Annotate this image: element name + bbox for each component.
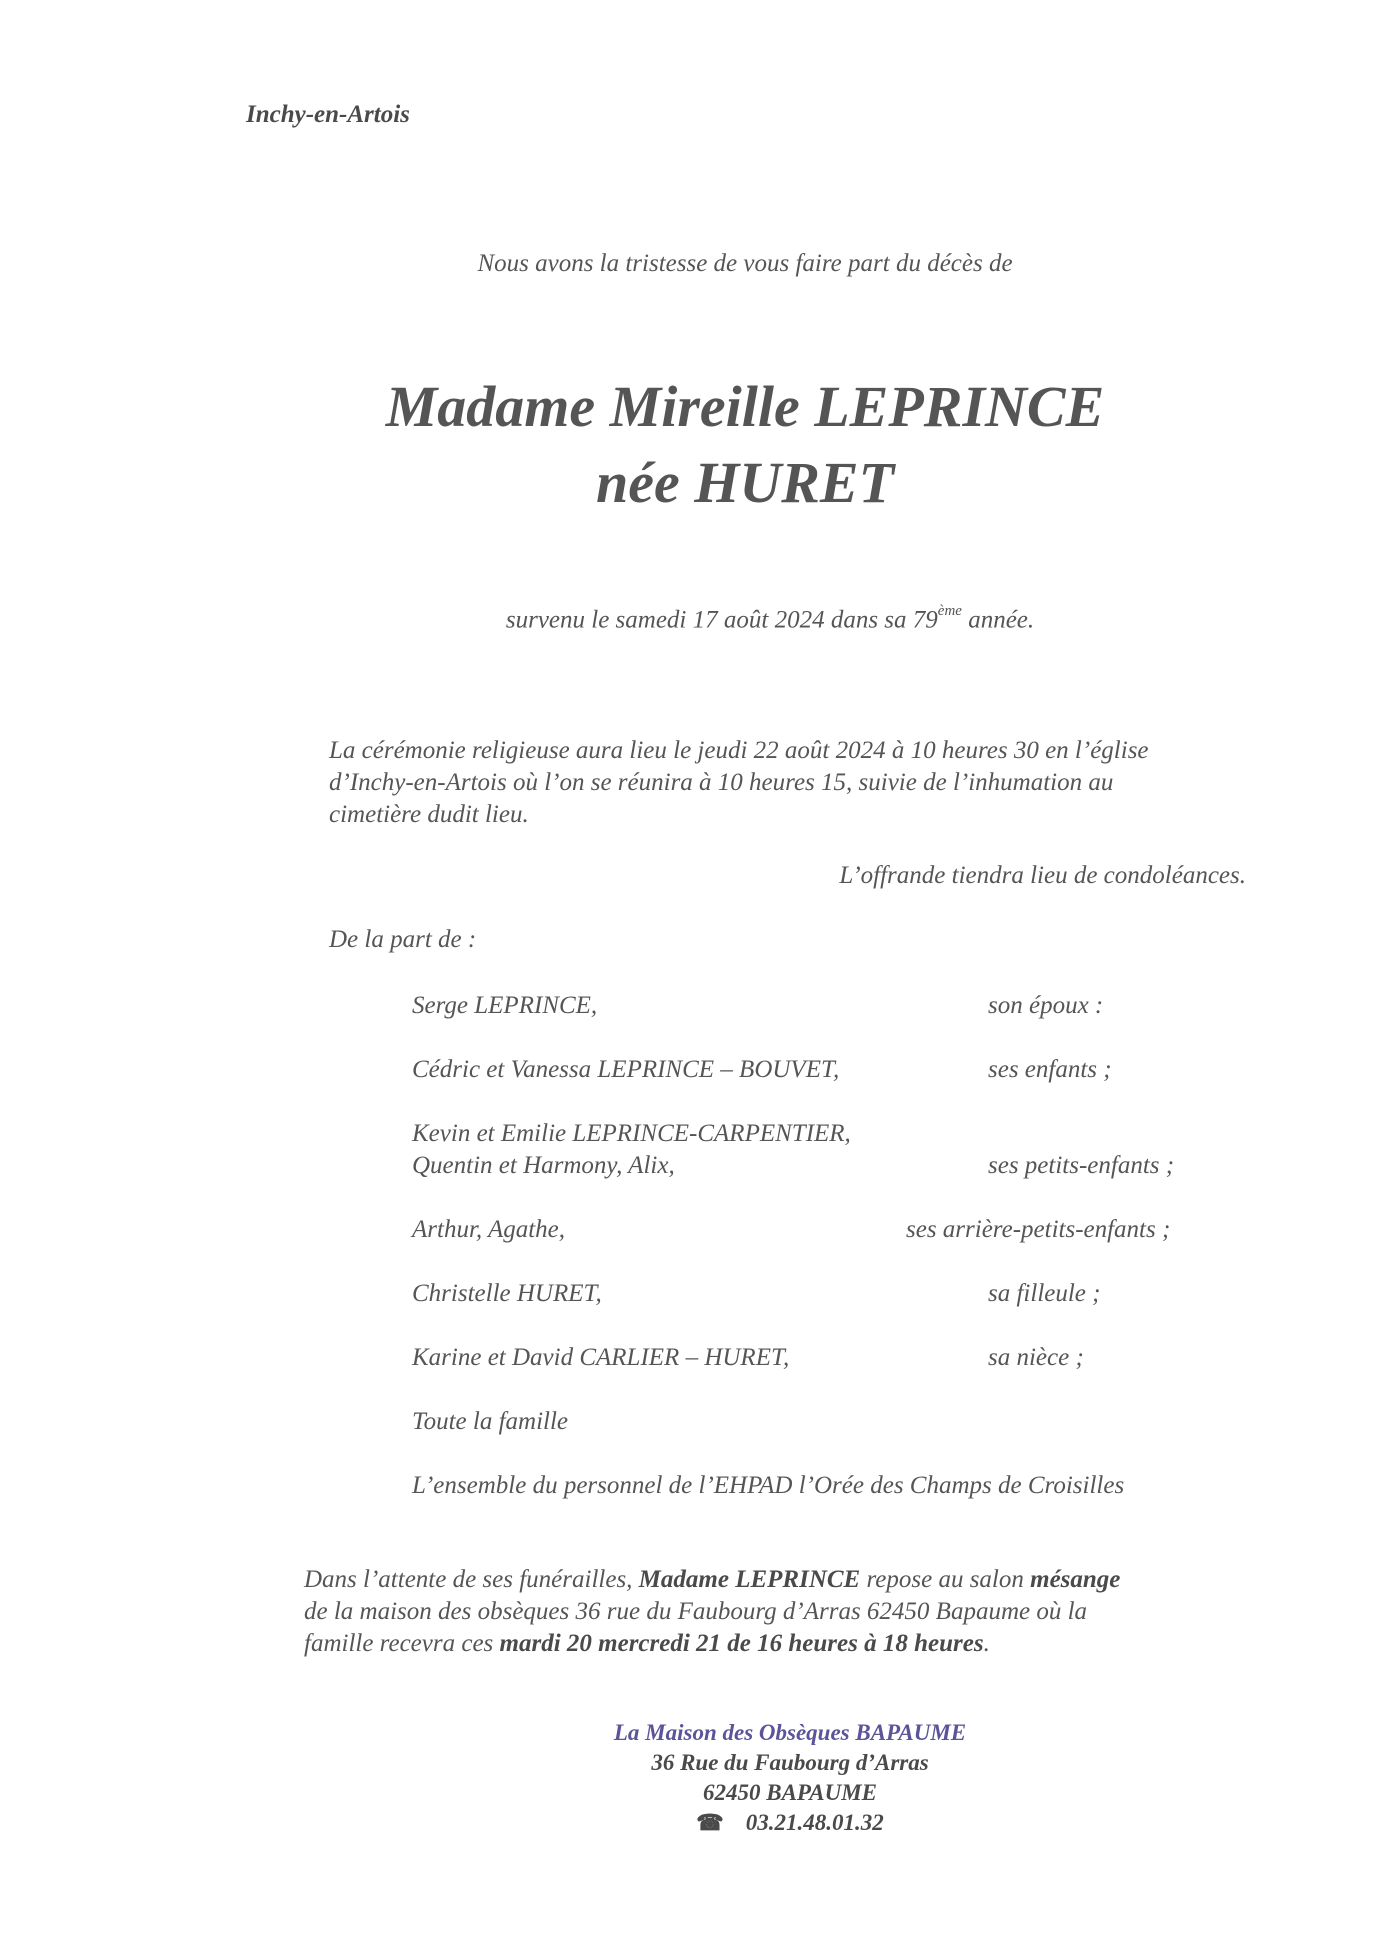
- funeral-home-name: La Maison des Obsèques BAPAUME: [613, 1720, 967, 1745]
- family-name: Toute la famille: [412, 1408, 569, 1435]
- repose-text: repose au salon: [860, 1566, 1031, 1593]
- family-name: Christelle HURET,: [412, 1280, 602, 1307]
- funeral-home-phone: 03.21.48.01.32: [745, 1810, 884, 1835]
- repose-bold-name: Madame LEPRINCE: [638, 1566, 861, 1593]
- family-name: Arthur, Agathe,: [412, 1216, 566, 1243]
- town-header: Inchy-en-Artois: [246, 101, 410, 128]
- ceremony-line: La cérémonie religieuse aura lieu le jeudi 22 août 2024 à 10 heures 30 en l’église: [329, 737, 1149, 764]
- family-relation: ses petits-enfants ;: [988, 1152, 1175, 1179]
- repose-text: Dans l’attente de ses funérailles,: [304, 1566, 639, 1593]
- telephone-icon: ☎: [696, 1810, 724, 1835]
- offrande-text: L’offrande tiendra lieu de condoléances.: [839, 862, 1246, 889]
- family-name: Karine et David CARLIER – HURET,: [412, 1344, 790, 1371]
- death-notice: [0, 603, 1378, 634]
- repose-text: .: [983, 1630, 990, 1657]
- repose-bold-salon: mésange: [1030, 1566, 1121, 1593]
- funeral-home-city: 62450 BAPAUME: [702, 1780, 878, 1805]
- family-relation: son époux :: [988, 992, 1104, 1019]
- funeral-home-street: 36 Rue du Faubourg d’Arras: [651, 1750, 929, 1775]
- intro-text: Nous avons la tristesse de vous faire part du décès de: [477, 250, 1013, 277]
- ceremony-paragraph: [329, 735, 1269, 831]
- family-relation: ses arrière-petits-enfants ;: [906, 1216, 1171, 1243]
- family-name: Quentin et Harmony, Alix,: [412, 1152, 675, 1179]
- family-relation: sa nièce ;: [988, 1344, 1084, 1371]
- repose-paragraph: [304, 1564, 1244, 1660]
- ceremony-line: d’Inchy-en-Artois où l’on se réunira à 10 heures 15, suivie de l’inhumation au: [329, 769, 1114, 796]
- de-la-part-label: De la part de :: [329, 926, 477, 953]
- family-name: Serge LEPRINCE,: [412, 992, 598, 1019]
- deceased-maiden-name: née HURET: [595, 450, 895, 515]
- death-text-end: année.: [961, 606, 1035, 634]
- family-name: Kevin et Emilie LEPRINCE-CARPENTIER,: [412, 1120, 851, 1147]
- family-name: Cédric et Vanessa LEPRINCE – BOUVET,: [412, 1056, 840, 1083]
- family-relation: sa filleule ;: [988, 1280, 1101, 1307]
- ceremony-line: cimetière dudit lieu.: [329, 801, 529, 828]
- funeral-home-phone-line: [0, 1808, 1378, 1838]
- repose-line: de la maison des obsèques 36 rue du Faubourg d’Arras 62450 Bapaume où la: [304, 1598, 1088, 1625]
- deceased-name: Madame Mireille LEPRINCE: [385, 374, 1105, 439]
- repose-line: [304, 1564, 1244, 1596]
- death-ordinal: ème: [937, 603, 962, 619]
- repose-text: famille recevra ces: [304, 1630, 500, 1657]
- family-relation: ses enfants ;: [988, 1056, 1112, 1083]
- repose-bold-dates: mardi 20 mercredi 21 de 16 heures à 18 heures: [499, 1630, 984, 1657]
- family-name: L’ensemble du personnel de l’EHPAD l’Orée des Champs de Croisilles: [412, 1472, 1125, 1499]
- repose-line: [304, 1628, 1244, 1660]
- death-text: survenu le samedi 17 août 2024 dans sa 79: [505, 606, 938, 634]
